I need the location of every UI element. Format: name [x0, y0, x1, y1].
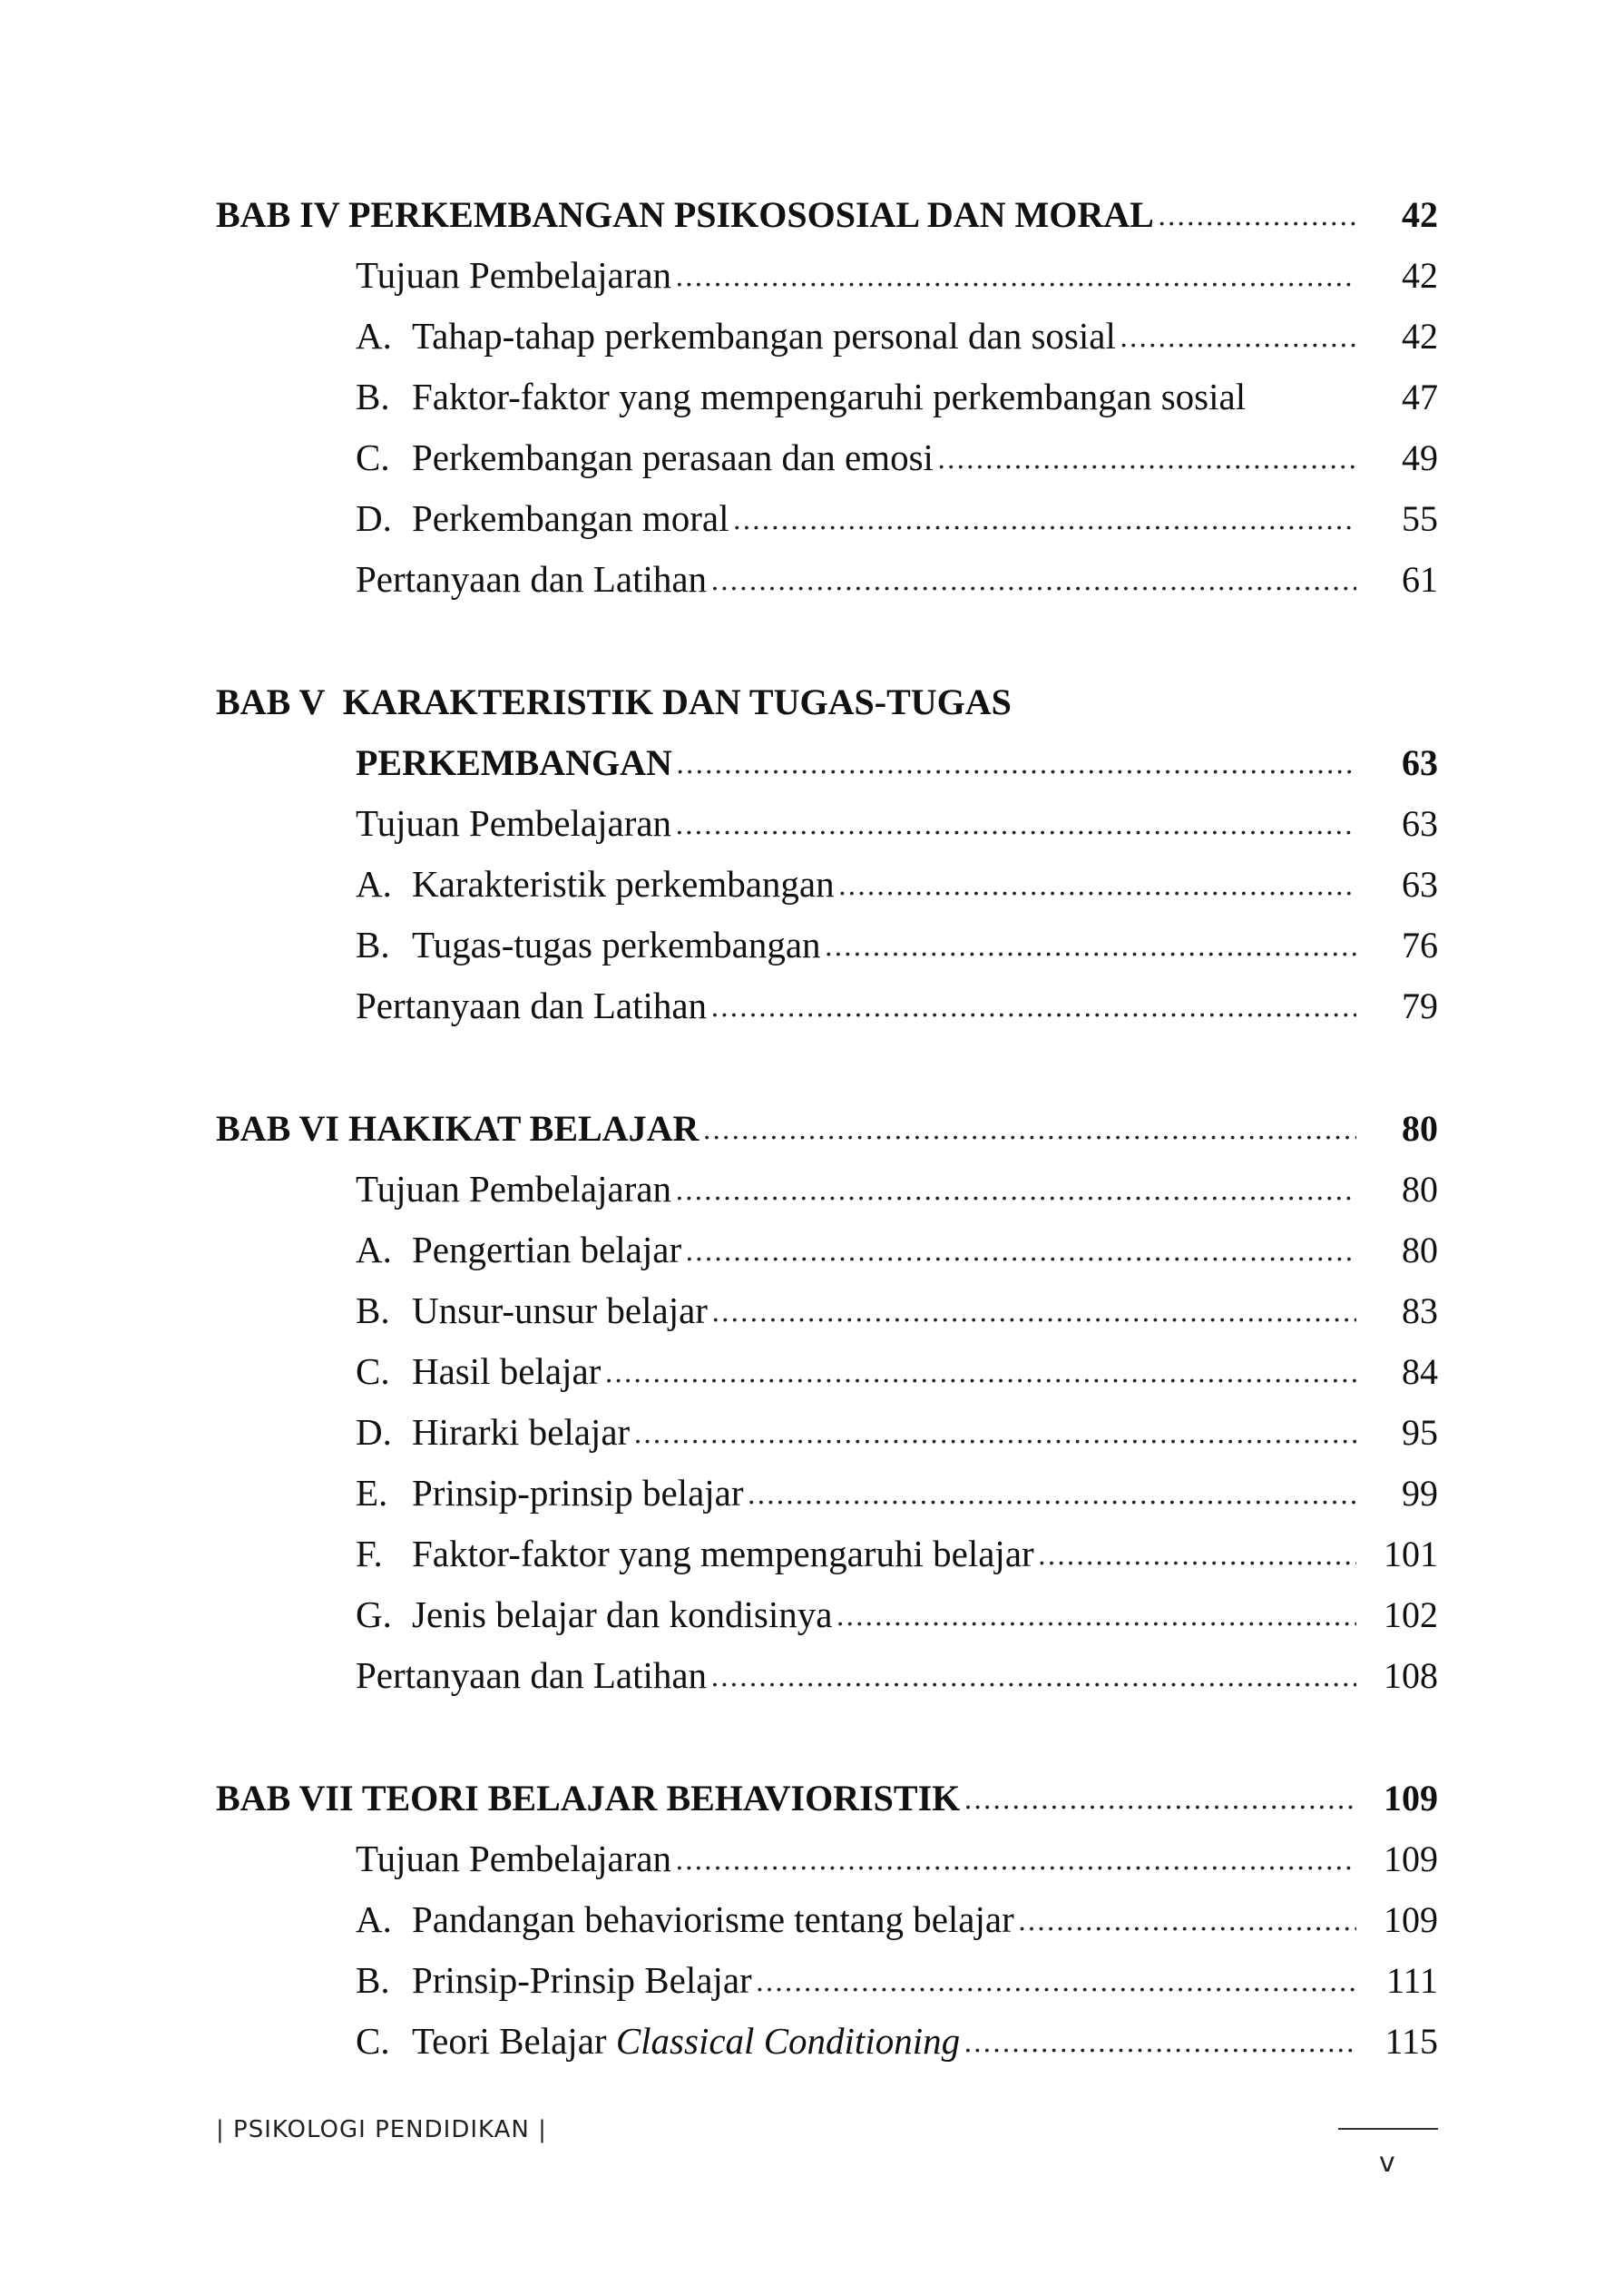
toc-page-number: 63 [1402, 864, 1438, 905]
toc-chapter-label: BAB VII TEORI BELAJAR BEHAVIORISTIK [216, 1777, 964, 1819]
toc-page-number: 49 [1402, 437, 1438, 478]
footer-book-title: | PSIKOLOGI PENDIDIKAN | [216, 2116, 547, 2143]
toc-item[interactable] [356, 912, 1438, 966]
toc-page-number: 80 [1402, 1108, 1438, 1149]
toc-page-number: 83 [1402, 1290, 1438, 1331]
toc-item-label: Teori Belajar [412, 2020, 616, 2062]
toc-page-number: 42 [1402, 255, 1438, 296]
toc-page-number: 63 [1402, 803, 1438, 844]
toc-page-number: 76 [1402, 925, 1438, 966]
toc-item-label: Karakteristik perkembangan [412, 863, 835, 905]
toc-item-label: Unsur-unsur belajar [412, 1289, 708, 1331]
toc-item-letter: F. [356, 1533, 383, 1574]
toc-item-label: Hirarki belajar [412, 1411, 631, 1453]
toc-item-label: Pertanyaan dan Latihan [356, 1653, 710, 1697]
toc-item[interactable] [356, 485, 1438, 540]
toc-item[interactable] [356, 1156, 1438, 1211]
toc-item[interactable] [356, 1460, 1438, 1515]
leader-dots [756, 1969, 1356, 2002]
toc-chapter-7[interactable] [216, 1765, 1438, 1819]
toc-item-label: Faktor-faktor yang mempengaruhi perkembangan sosial [412, 376, 1247, 417]
toc-item-letter: D. [356, 1411, 392, 1453]
toc-page-number: 115 [1384, 2021, 1438, 2062]
leader-dots [964, 1787, 1356, 1819]
leader-dots [825, 934, 1356, 966]
toc-item-letter: C. [356, 436, 390, 478]
toc-item-label: Pertanyaan dan Latihan [356, 557, 710, 601]
toc-page-number: 109 [1384, 1778, 1438, 1819]
toc-page-number: 84 [1402, 1351, 1438, 1392]
toc-item-letter: E. [356, 1472, 388, 1514]
toc-chapter-5-continued[interactable] [356, 730, 1438, 784]
toc-item-label: Pandangan behaviorisme tentang belajar [412, 1898, 1014, 1940]
toc-item-label: Tujuan Pembelajaran [356, 253, 675, 297]
toc-page-number: 95 [1402, 1412, 1438, 1453]
toc-chapter-label: BAB VI HAKIKAT BELAJAR [216, 1107, 702, 1150]
toc-item[interactable] [356, 1338, 1438, 1393]
toc-chapter-label: BAB V KARAKTERISTIK DAN TUGAS-TUGAS [216, 681, 1015, 723]
leader-dots [838, 873, 1356, 906]
toc-item-letter: D. [356, 497, 392, 539]
leader-dots [633, 1421, 1356, 1454]
toc-item[interactable] [356, 1887, 1438, 1941]
toc-item[interactable] [356, 851, 1438, 906]
toc-page-number: 111 [1385, 1960, 1438, 2001]
leader-dots [1158, 203, 1356, 236]
leader-dots [710, 568, 1356, 601]
leader-dots [733, 507, 1356, 540]
toc-item-label: Pengertian belajar [412, 1229, 682, 1270]
toc-item-letter: C. [356, 1350, 390, 1392]
toc-item-label: Hasil belajar [412, 1350, 602, 1392]
leader-dots [1038, 1543, 1356, 1575]
toc-item[interactable] [356, 1217, 1438, 1271]
toc-item-label: Tujuan Pembelajaran [356, 1167, 675, 1211]
toc-item-label: Tahap-tahap perkembangan personal dan sosial [412, 315, 1116, 357]
toc-item-letter: B. [356, 924, 390, 966]
toc-item-label: Prinsip-Prinsip Belajar [412, 1959, 752, 2001]
toc-item[interactable] [356, 242, 1438, 297]
toc-page-number: 80 [1402, 1230, 1438, 1270]
footer-divider [1338, 2128, 1438, 2130]
leader-dots [675, 264, 1356, 297]
toc-chapter-4[interactable] [216, 181, 1438, 236]
toc-item[interactable] [356, 1399, 1438, 1454]
leader-dots [675, 812, 1356, 845]
toc-page-number: 101 [1384, 1534, 1438, 1574]
toc-page-number: 109 [1384, 1838, 1438, 1879]
toc-item-letter: A. [356, 863, 392, 905]
leader-dots [964, 2030, 1356, 2063]
toc-item[interactable] [356, 1947, 1438, 2002]
toc-item[interactable] [356, 425, 1438, 479]
toc-page-number: 108 [1384, 1655, 1438, 1696]
footer-page-number: v [1379, 2147, 1395, 2179]
toc-page-number: 55 [1402, 498, 1438, 539]
toc-page-number: 42 [1402, 316, 1438, 357]
toc-item-letter: A. [356, 1898, 392, 1940]
leader-dots [604, 1360, 1356, 1393]
leader-dots [685, 1239, 1356, 1271]
toc-item[interactable] [356, 546, 1438, 601]
toc-item-letter: A. [356, 315, 392, 357]
toc-item-label: Perkembangan perasaan dan emosi [412, 436, 934, 478]
toc-item[interactable] [356, 1826, 1438, 1880]
toc-item[interactable] [356, 1582, 1438, 1636]
toc-item-label: Tujuan Pembelajaran [356, 801, 675, 845]
leader-dots [702, 1117, 1356, 1150]
toc-page-number: 99 [1402, 1473, 1438, 1514]
toc-item-label: Tujuan Pembelajaran [356, 1837, 675, 1880]
toc-item[interactable] [356, 303, 1438, 358]
toc-page-number: 47 [1402, 377, 1438, 417]
leader-dots [676, 751, 1356, 784]
toc-item[interactable] [356, 1278, 1438, 1332]
toc-chapter-label: BAB IV PERKEMBANGAN PSIKOSOSIAL DAN MORAL [216, 193, 1158, 236]
toc-chapter-label: PERKEMBANGAN [356, 741, 676, 784]
toc-item[interactable] [356, 2008, 1438, 2063]
toc-item-label: Prinsip-prinsip belajar [412, 1472, 744, 1514]
leader-dots [675, 1848, 1356, 1880]
toc-item-label: Tugas-tugas perkembangan [412, 924, 821, 966]
toc-item-label-italic: Classical Conditioning [615, 2020, 961, 2062]
toc-chapter-5[interactable] [216, 669, 1438, 723]
toc-item-letter: B. [356, 1959, 390, 2001]
toc-item-label: Faktor-faktor yang mempengaruhi belajar [412, 1533, 1034, 1574]
toc-item-letter: B. [356, 1289, 390, 1331]
leader-dots [710, 995, 1356, 1027]
toc-page-number: 102 [1384, 1594, 1438, 1635]
leader-dots [711, 1299, 1356, 1332]
toc-page-number: 109 [1384, 1899, 1438, 1940]
toc-item-letter: C. [356, 2020, 390, 2062]
leader-dots [836, 1603, 1356, 1636]
leader-dots [937, 446, 1356, 479]
toc-item-letter: A. [356, 1229, 392, 1270]
leader-dots [1018, 1908, 1356, 1941]
toc-item-label: Jenis belajar dan kondisinya [412, 1593, 833, 1635]
toc-page-number: 42 [1402, 194, 1438, 235]
toc-item[interactable] [356, 1642, 1438, 1697]
toc-item-label: Perkembangan moral [412, 497, 729, 539]
leader-dots [710, 1664, 1356, 1697]
toc-item[interactable] [356, 1521, 1438, 1575]
leader-dots [675, 1178, 1356, 1211]
toc-page-number: 63 [1402, 742, 1438, 783]
toc-item[interactable] [356, 364, 1438, 418]
toc-item[interactable] [356, 973, 1438, 1027]
toc-page-number: 79 [1402, 985, 1438, 1026]
leader-dots [1120, 325, 1356, 358]
toc-page-number: 61 [1402, 559, 1438, 600]
toc-item[interactable] [356, 790, 1438, 845]
toc-chapter-6[interactable] [216, 1095, 1438, 1150]
toc-item-label: Pertanyaan dan Latihan [356, 984, 710, 1027]
toc-item-letter: B. [356, 376, 390, 417]
leader-dots [748, 1482, 1356, 1515]
leader-dots [1249, 413, 1375, 418]
toc-item-letter: G. [356, 1593, 392, 1635]
toc-page-number: 80 [1402, 1169, 1438, 1210]
